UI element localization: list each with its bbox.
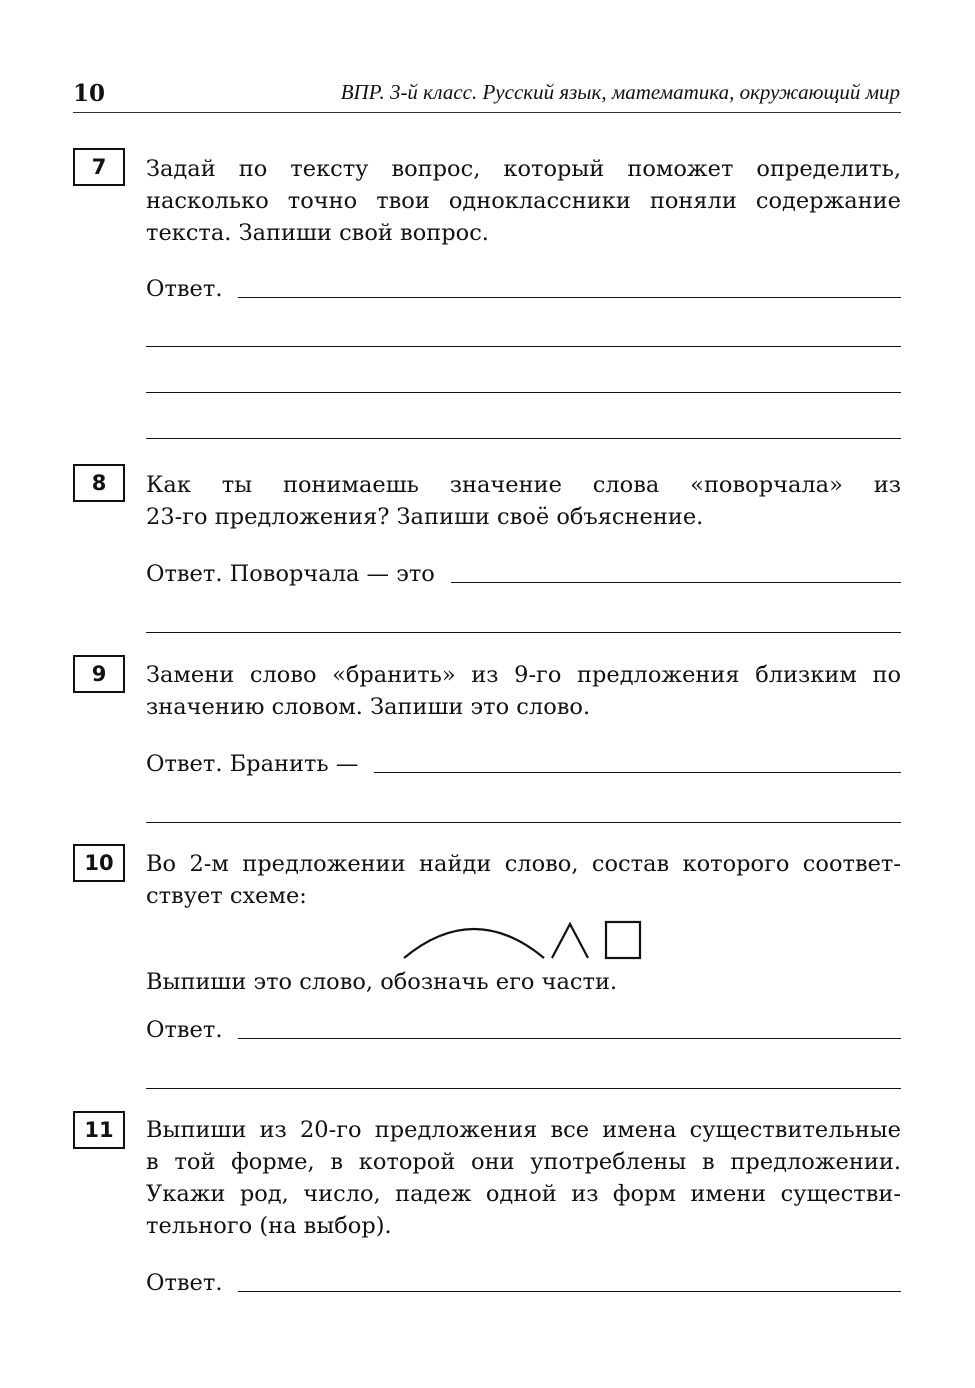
task-9-answer-line[interactable] [374,748,901,773]
task-7-blank-line-1[interactable] [146,346,901,347]
task-11-number: 11 [73,1111,125,1149]
task-10-answer-row[interactable] [146,1011,901,1043]
task-10-text-after-scheme [146,966,901,998]
task-10-line-3: Выпиши это слово, обозначь его части. [146,969,618,995]
task-8-number: 8 [73,464,125,502]
task-8-line-1: Как ты понимаешь значение слова «поворчала» из [146,472,901,498]
task-9-line-1: Замени слово «бранить» из 9-го предложения близким по [146,662,901,688]
task-8-answer-row[interactable] [146,555,901,587]
task-10-text [146,848,901,912]
task-9-line-2: значению словом. Запиши это слово. [146,694,591,720]
task-7-answer-label: Ответ. [146,276,223,302]
task-11-answer-line[interactable] [238,1267,901,1292]
task-11-text [146,1114,901,1242]
suffix-caret-icon [552,924,588,958]
task-11-answer-label: Ответ. [146,1270,223,1296]
ending-box-icon [606,922,640,958]
task-7-text [146,153,901,249]
task-8-answer-line[interactable] [451,558,901,583]
task-11-line-3: Укажи род, число, падеж одной из форм имени существи- [146,1181,901,1207]
task-8-line-2: 23-го предложения? Запиши своё объяснение. [146,504,704,530]
task-7-line-2: насколько точно твои одноклассники поняли содержание [146,188,901,214]
task-8-blank-line-1[interactable] [146,632,901,633]
task-11-line-4: тельного (на выбор). [146,1213,392,1239]
morpheme-scheme [400,912,646,962]
root-arc-icon [404,929,544,958]
task-10-blank-line-1[interactable] [146,1088,901,1089]
task-7-answer-line[interactable] [238,273,901,298]
task-10-number: 10 [73,844,125,882]
task-9-text [146,659,901,723]
header-divider [73,112,901,113]
task-10-line-2: ствует схеме: [146,883,307,909]
task-11-line-1: Выпиши из 20-го предложения все имена существительные [146,1117,901,1143]
task-11-answer-row[interactable] [146,1264,901,1296]
task-7-number: 7 [73,148,125,186]
task-11-line-2: в той форме, в которой они употреблены в предложении. [146,1149,901,1175]
task-7-line-1: Задай по тексту вопрос, который поможет определить, [146,156,901,182]
task-7-answer-row[interactable] [146,270,901,302]
task-10-line-1: Во 2-м предложении найди слово, состав которого соответ- [146,851,901,877]
task-8-text [146,469,901,533]
task-9-number: 9 [73,655,125,693]
task-10-answer-line[interactable] [238,1014,901,1039]
task-7-blank-line-2[interactable] [146,392,901,393]
task-9-blank-line-1[interactable] [146,822,901,823]
task-9-answer-row[interactable] [146,745,901,777]
page-number: 10 [73,80,106,107]
task-10-answer-label: Ответ. [146,1017,223,1043]
task-7-line-3: текста. Запиши свой вопрос. [146,220,489,246]
running-title: ВПР. 3-й класс. Русский язык, математика, окружающий мир [340,80,900,104]
task-7-blank-line-3[interactable] [146,438,901,439]
task-9-answer-label: Ответ. Бранить — [146,751,359,777]
task-8-answer-label: Ответ. Поворчала — это [146,561,435,587]
